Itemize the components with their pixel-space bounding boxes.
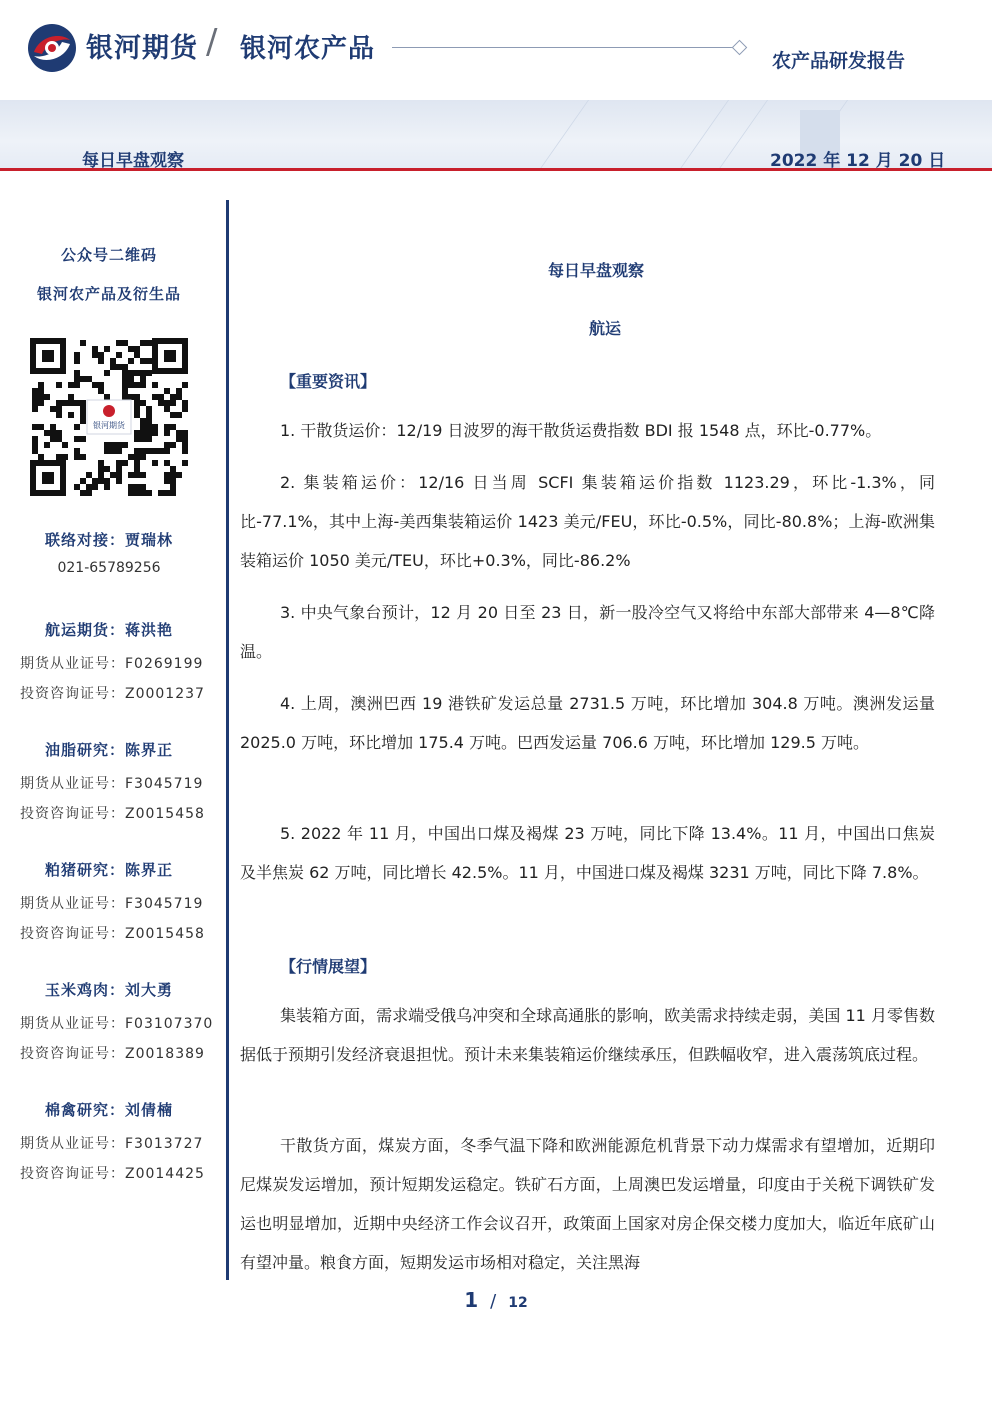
futures-license: 期货从业证号：F3045719 bbox=[20, 776, 204, 792]
header-band bbox=[0, 100, 992, 168]
news-item: 2. 集装箱运价：12/16 日当周 SCFI 集装箱运价指数 1123.29，环比-1.3%，同比-77.1%，其中上海-美西集装箱运价 1423 美元/FEU，环比-0.5%，同比-80.8%；上海-欧洲集装箱运价 1050 美元/TEU，环比+0.3%，同比-86.2% bbox=[240, 473, 935, 570]
analyst-block bbox=[0, 979, 218, 1069]
band-title: 每日早盘观察 bbox=[82, 151, 184, 168]
header-divider bbox=[0, 168, 992, 171]
section-heading-news: 【重要资讯】 bbox=[280, 372, 377, 391]
brand-separator: / bbox=[206, 22, 218, 62]
brand-subname: 银河农产品 bbox=[240, 34, 376, 64]
outlook-paragraph: 干散货方面，煤炭方面，冬季气温下降和欧洲能源危机背景下动力煤需求有望增加，近期印尼煤炭发运增加，预计短期发运稳定。铁矿石方面，上周澳巴发运增量，印度由于关税下调铁矿发运也明显增加，近期中央经济工作会议召开，政策面上国家对房企保交楼力度加大，临近年底矿山有望冲量。粮食方面，短期发运市场相对稳定，关注黑海 bbox=[240, 1136, 935, 1272]
futures-license: 期货从业证号：F3013727 bbox=[20, 1136, 204, 1152]
analyst-block bbox=[0, 1099, 218, 1189]
report-type: 农产品研发报告 bbox=[772, 50, 906, 72]
page-total: 12 bbox=[508, 1295, 528, 1311]
advisory-license: 投资咨询证号：Z0001237 bbox=[20, 686, 205, 702]
analyst-title: 玉米鸡肉：刘大勇 bbox=[44, 981, 173, 999]
brand-name: 银河期货 bbox=[86, 33, 198, 64]
report-header bbox=[0, 0, 992, 100]
analyst-title: 油脂研究：陈界正 bbox=[44, 741, 173, 759]
news-item: 5. 2022 年 11 月，中国出口煤及褐煤 23 万吨，同比下降 13.4%。11 月，中国出口焦炭及半焦炭 62 万吨，同比增长 42.5%。11 月，中国进口煤及褐煤 3231 万吨，同比下降 7.8%。 bbox=[240, 824, 935, 882]
document-title: 每日早盘观察 bbox=[547, 261, 644, 280]
galaxy-logo-icon bbox=[26, 22, 78, 74]
news-item: 1. 干散货运价：12/19 日波罗的海干散货运费指数 BDI 报 1548 点，环比-0.77%。 bbox=[280, 421, 882, 440]
section-heading-outlook: 【行情展望】 bbox=[280, 957, 377, 976]
document-subtitle: 航运 bbox=[588, 319, 621, 338]
analyst-block bbox=[0, 859, 218, 949]
advisory-license: 投资咨询证号：Z0015458 bbox=[20, 926, 205, 942]
analyst-block bbox=[0, 619, 218, 709]
analyst-title: 粕猪研究：陈界正 bbox=[44, 861, 173, 879]
analyst-title: 航运期货：蒋洪艳 bbox=[44, 621, 173, 639]
page-current: 1 bbox=[464, 1288, 479, 1312]
analyst-block bbox=[0, 739, 218, 829]
page-indicator bbox=[0, 1288, 992, 1312]
report-date: 2022 年 12 月 20 日 bbox=[770, 151, 946, 168]
advisory-license: 投资咨询证号：Z0018389 bbox=[20, 1046, 205, 1062]
qr-subtitle: 银河农产品及衍生品 bbox=[36, 285, 181, 303]
qr-logo-text: 银河期货 bbox=[93, 421, 125, 430]
analyst-title: 棉禽研究：刘倩楠 bbox=[44, 1101, 173, 1119]
contact-phone: 021-65789256 bbox=[57, 560, 161, 576]
outlook-paragraph: 集装箱方面，需求端受俄乌冲突和全球高通胀的影响，欧美需求持续走弱，美国 11 月零售数据低于预期引发经济衰退担忧。预计未来集装箱运价继续承压，但跌幅收窄，进入震荡筑底过程。 bbox=[240, 1006, 935, 1064]
diamond-icon bbox=[732, 40, 748, 56]
advisory-license: 投资咨询证号：Z0014425 bbox=[20, 1166, 205, 1182]
qr-title: 公众号二维码 bbox=[60, 246, 157, 264]
advisory-license: 投资咨询证号：Z0015458 bbox=[20, 806, 205, 822]
futures-license: 期货从业证号：F03107370 bbox=[20, 1016, 214, 1032]
news-item: 4. 上周，澳洲巴西 19 港铁矿发运总量 2731.5 万吨，环比增加 304.8 万吨。澳洲发运量 2025.0 万吨，环比增加 175.4 万吨。巴西发运量 706.6 万吨，环比增加 129.5 万吨。 bbox=[240, 694, 935, 752]
contact-label: 联络对接：贾瑞林 bbox=[44, 531, 173, 549]
futures-license: 期货从业证号：F0269199 bbox=[20, 656, 204, 672]
page-separator: / bbox=[490, 1291, 497, 1312]
sidebar-divider bbox=[226, 200, 229, 1280]
qr-code-image bbox=[30, 338, 188, 496]
news-item: 3. 中央气象台预计，12 月 20 日至 23 日，新一股冷空气又将给中东部大部带来 4—8℃降温。 bbox=[240, 603, 935, 661]
futures-license: 期货从业证号：F3045719 bbox=[20, 896, 204, 912]
decorative-line bbox=[392, 47, 732, 48]
